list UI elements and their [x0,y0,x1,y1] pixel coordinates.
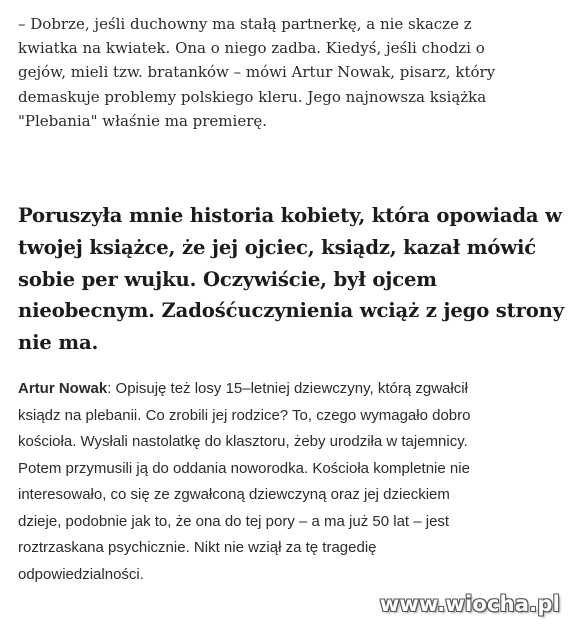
interview-question [18,200,562,359]
speaker-name: Artur Nowak [18,380,108,397]
question-line: sobie per wujku. Oczywiście, był ojcem [18,267,437,291]
intro-line: kwiatka na kwiatek. Ona o niego zadba. Kiedyś, jeśli chodzi o [18,39,485,58]
question-line: nie ma. [18,331,99,355]
answer-first-line [18,376,558,403]
intro-line: demaskuje problemy polskiego kleru. Jego najnowsza książka [18,87,487,106]
intro-line: – Dobrze, jeśli duchowny ma stałą partnerkę, a nie skacze z [18,15,472,33]
answer-line: kościoła. Wysłali nastolatkę do klasztoru, żeby urodziła w tajemnicy. [18,433,468,450]
answer-line-start: : Opisuję też losy 15–letniej dziewczyny, którą zgwałcił [107,380,468,397]
answer-line: roztrzaskana psychicznie. Nikt nie wziął za tę tragedię [18,539,377,556]
question-line: Poruszyła mnie historia kobiety, która opowiada w [18,204,562,227]
intro-line: "Plebania" właśnie ma premierę. [18,111,268,130]
intro-paragraph [18,12,548,133]
answer-line: Potem przymusili ją do oddania noworodka. Kościoła kompletnie nie [18,459,470,477]
answer-line: ksiądz na plebanii. Co zrobili jej rodzice? To, czego wymagało dobro [18,406,471,424]
answer-line: dzieje, podobnie jak to, że ona do tej pory – a ma już 50 lat – jest [18,512,450,530]
question-line: nieobecnym. Zadośćuczynienia wciąż z jego strony [18,299,564,323]
answer-line: odpowiedzialności. [18,565,144,583]
interview-answer [18,376,558,588]
question-line: twojej książce, że jej ojciec, ksiądz, kazał mówić [18,235,537,259]
site-watermark: www.wiocha.pl [379,592,560,616]
answer-line: interesowało, co się ze zgwałconą dziewczyną oraz jej dzieckiem [18,486,450,503]
intro-line: gejów, mieli tzw. bratanków – mówi Artur Nowak, pisarz, który [18,63,496,82]
